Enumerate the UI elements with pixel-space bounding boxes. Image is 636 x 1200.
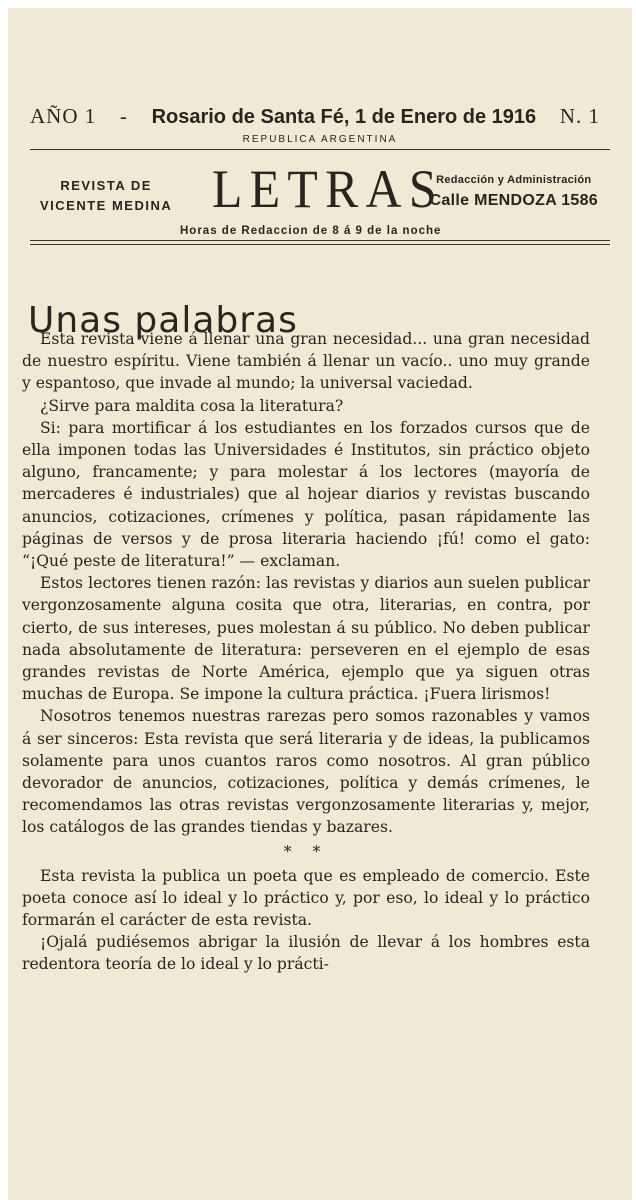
place-date: Rosario de Santa Fé, 1 de Enero de 1916 [151, 106, 537, 128]
paragraph: Nosotros tenemos nuestras rarezas pero somos razonables y vamos á ser sinceros: Esta revista que será literaria y de ideas, la publicamos solamente para unos cuantos raros como nosotros. Al gran público devorador de anuncios, cotizaciones, política y demás crímenes, le recomendamos las otras revistas vergonzosamente literarias y, mejor, los catálogos de las grandes tiendas y bazares. [22, 707, 590, 837]
article-body [22, 328, 590, 976]
dash: - [119, 104, 128, 128]
issue-line [30, 104, 600, 129]
masthead-left-line1: REVISTA DE [60, 178, 152, 193]
country-label: REPUBLICA ARGENTINA [242, 134, 398, 145]
divider-mid-1 [30, 240, 610, 241]
masthead-address: Calle MENDOZA 1586 [429, 192, 598, 209]
masthead-right [430, 174, 598, 210]
masthead-right-line1: Redacción y Administración [436, 174, 592, 186]
divider-top [30, 149, 610, 150]
issue-number: N. 1 [559, 104, 600, 128]
masthead-left-line2: VICENTE MEDINA [40, 198, 173, 213]
year-label: AÑO 1 [30, 104, 97, 128]
newspaper-page [8, 8, 632, 1200]
divider-mid-2 [30, 244, 610, 245]
article-title: Unas palabras [28, 300, 298, 342]
masthead-title: LETRAS [212, 159, 444, 219]
masthead-hours: Horas de Redaccion de 8 á 9 de la noche [180, 225, 442, 237]
paragraph: ¿Sirve para maldita cosa la literatura? [40, 396, 344, 415]
paragraph: ¡Ojalá pudiésemos abrigar la ilusión de llevar á los hombres esta redentora teoría de lo ideal y lo prácti- [22, 933, 590, 974]
paragraph: Esta revista la publica un poeta que es empleado de comercio. Este poeta conoce así lo ideal y lo práctico y, por eso, lo ideal y lo práctico formarán el carácter de esta revista. [22, 866, 590, 930]
section-separator: * * [283, 842, 329, 861]
masthead-left [40, 176, 172, 216]
paragraph: Estos lectores tienen razón: las revistas y diarios aun suelen publicar vergonzosamente alguna cosita que otra, literarias, en contra, por cierto, de sus intereses, pues molestan á su público. No deben publicar nada absolutamente de literatura: perseveren en el ejemplo de esas grandes revistas de Norte América, ejemplo que ya siguen otras muchas de Europa. Se impone la cultura práctica. ¡Fuera lirismos! [22, 574, 590, 704]
paragraph: Si: para mortificar á los estudiantes en los forzados cursos que de ella imponen todas las Universidades é Institutos, sin práctico objeto alguno, francamente; y para molestar á los lectores (mayoría de mercaderes é industriales) que al hojear diarios y revistas buscando anuncios, cotizaciones, crímenes y política, pasan rápidamente las páginas de versos y de prosa literaria haciendo ¡fú! como el gato: “¡Qué peste de literatura!” — exclaman. [22, 418, 590, 571]
paragraph: Esta revista viene á llenar una gran necesidad... una gran necesidad de nuestro espíritu. Viene también á llenar un vacío.. uno muy grande y espantoso, que invade al mundo; la universal vaciedad. [22, 330, 590, 393]
